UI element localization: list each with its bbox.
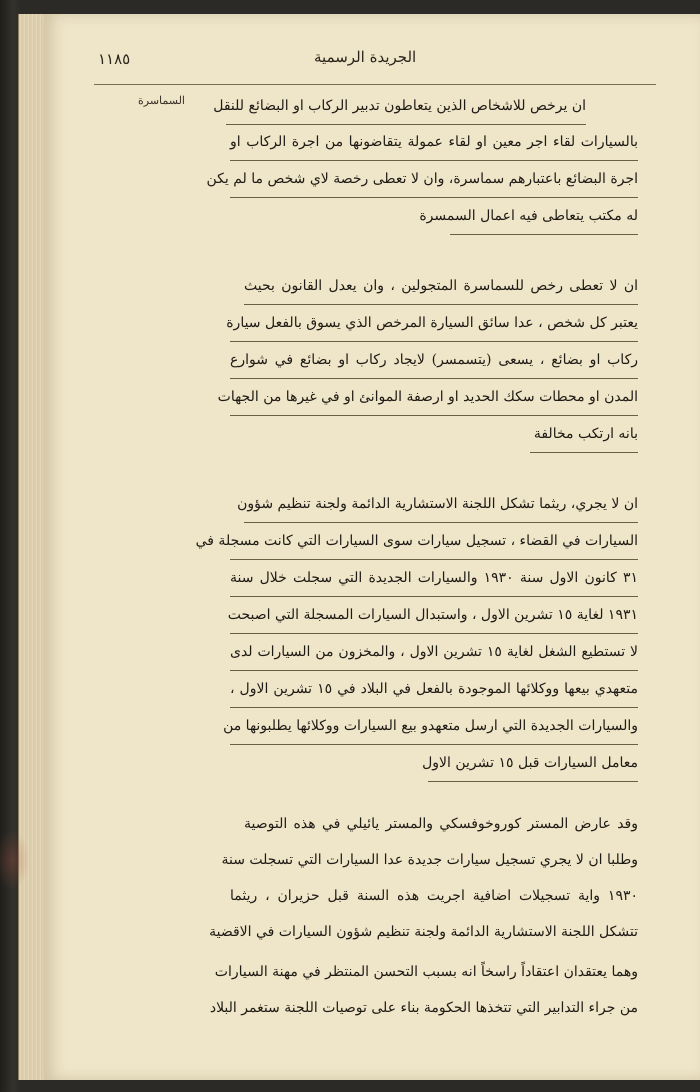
text-line: ركاب او بضائع ، يسعى (يتسمسر) لايجاد ركاب او بضائع في شوارع: [230, 342, 638, 379]
paragraph-brokers-body: [206, 124, 638, 235]
text-line: وقد عارض المستر كوروخوفسكي والمستر يائيلي في هذه التوصية: [244, 816, 638, 832]
text-line: ان لا يجري، ريثما تشكل اللجنة الاستشارية الدائمة ولجنة تنظيم شؤون: [244, 486, 638, 523]
text-line: متعهدي بيعها ووكلائها الموجودة بالفعل في البلاد في ١٥ تشرين الاول ،: [230, 671, 638, 708]
page-number: ١١٨٥: [98, 50, 131, 68]
text-line: بالسيارات لقاء اجر معين او لقاء عمولة يتقاضونها من اجرة الركاب او: [230, 124, 638, 161]
text-line: معامل السيارات قبل ١٥ تشرين الاول: [428, 745, 638, 782]
text-line: ان يرخص للاشخاص الذين يتعاطون تدبير الركاب او البضائع للنقل: [226, 88, 586, 125]
text-line: له مكتب يتعاطى فيه اعمال السمسرة: [450, 198, 638, 235]
text-line: ان لا تعطى رخص للسماسرة المتجولين ، وان يعدل القانون بحيث: [244, 268, 638, 305]
paragraph-registration: [195, 486, 638, 782]
text-line: المدن او محطات سكك الحديد او ارصفة الموانئ او في غيرها من الجهات: [230, 379, 638, 416]
margin-note-brokers: السماسرة: [138, 94, 185, 107]
binding-stain: [0, 830, 30, 890]
document-page: [44, 14, 700, 1080]
paragraph-belief: [209, 954, 638, 1026]
text-line: تتشكل اللجنة الاستشارية الدائمة ولجنة تنظيم شؤون السيارات في الاقضية: [209, 924, 638, 940]
text-line: ٣١ كانون الاول سنة ١٩٣٠ والسيارات الجديدة التي سجلت خلال سنة: [230, 560, 638, 597]
text-line: اجرة البضائع باعتبارهم سماسرة، وان لا تعطى رخصة لاي شخص ما لم يكن: [230, 161, 638, 198]
text-line: والسيارات الجديدة التي ارسل متعهدو بيع السيارات ووكلائها يطلبونها من: [230, 708, 638, 745]
text-line: من جراء التدابير التي تتخذها الحكومة بناء على توصيات اللجنة ستغمر البلاد: [209, 1000, 638, 1016]
text-line: السيارات في القضاء ، تسجيل سيارات سوى السيارات التي كانت مسجلة في: [230, 523, 638, 560]
text-line: لا تستطيع الشغل لغاية ١٥ تشرين الاول ، والمخزون من السيارات لدى: [230, 634, 638, 671]
text-line: ١٩٣٠ واية تسجيلات اضافية اجريت هذه السنة قبل حزيران ، ريثما: [230, 888, 638, 904]
paragraph-brokers: [213, 88, 586, 125]
text-line: يعتبر كل شخص ، عدا سائق السيارة المرخص الذي يسوق بالفعل سيارة: [230, 305, 638, 342]
header-rule: [94, 84, 656, 85]
paragraph-objection: [209, 806, 638, 950]
journal-title: الجريدة الرسمية: [314, 48, 417, 66]
text-line: بانه ارتكب مخالفة: [530, 416, 638, 453]
text-line: وهما يعتقدان اعتقاداً راسخاً انه بسبب التحسن المنتظر في مهنة السيارات: [214, 964, 638, 980]
paragraph-itinerant: [217, 268, 638, 453]
page-header: [44, 40, 700, 80]
text-line: ١٩٣١ لغاية ١٥ تشرين الاول ، واستبدال السيارات المسجلة التي اصبحت: [230, 597, 638, 634]
text-line: وطلبا ان لا يجري تسجيل سيارات جديدة عدا السيارات التي تسجلت سنة: [221, 852, 638, 868]
